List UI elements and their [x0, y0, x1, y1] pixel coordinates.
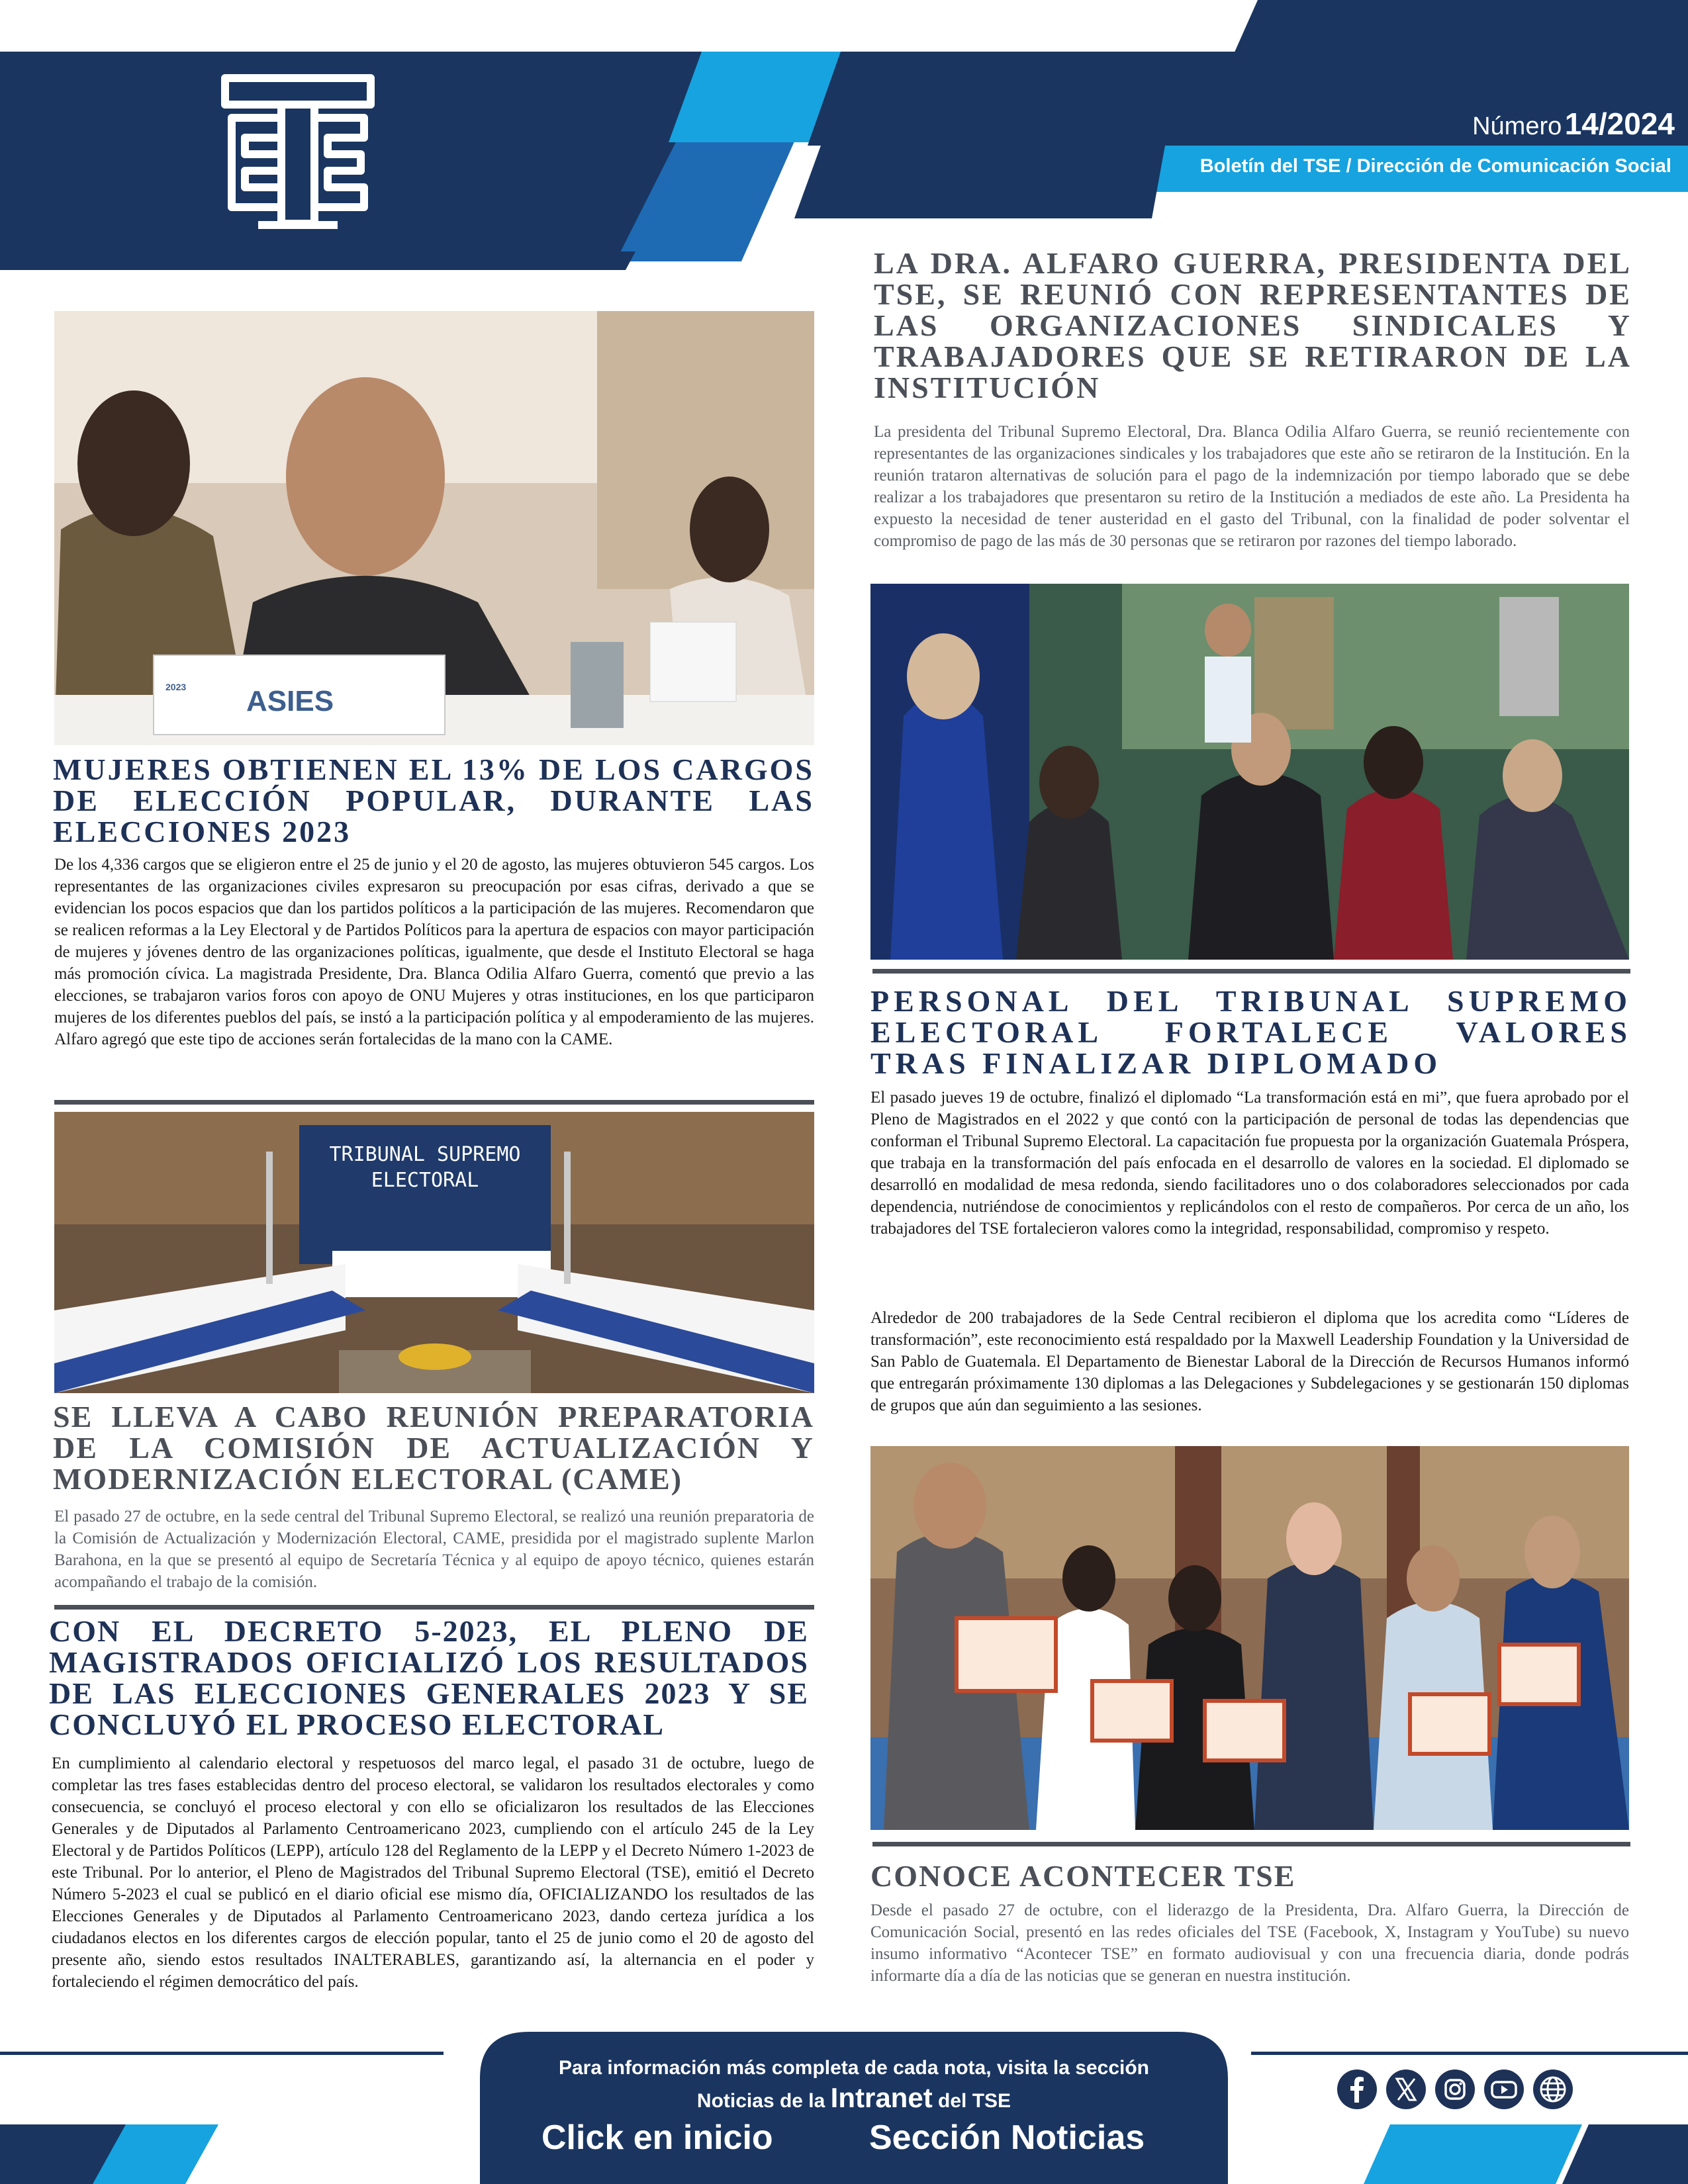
article-2-body: El pasado 27 de octubre, en la sede central del Tribunal Supremo Electoral, se realizó una reunión preparatoria de la Comisión de Actualización y Modernización Electoral, CAME, presidida por el magistrado suplente Marlon Barahona, en la que se presentó al equipo de Secretaría Técnica y al equipo de apoyo técnico, quienes estarán acompañando el trabajo de la comisión. — [54, 1508, 814, 1591]
article-4-title: LA DRA. ALFARO GUERRA, PRESIDENTA DEL TSE, SE REUNIÓ CON REPRESENTANTES DE LAS ORGANIZACIONES SINDICALES Y TRABAJADORES QUE SE RETIRARON DE LA INSTITUCIÓN — [874, 246, 1632, 404]
issue-number-value: 14/2024 — [1564, 107, 1675, 141]
photo-diploma-graduates — [870, 1446, 1629, 1830]
article-3-body: En cumplimiento al calendario electoral y respetuosos del marco legal, el pasado 31 de octubre, luego de completar las tres fases establecidas dentro del proceso electoral, se validaron los resultados electorales y como consecuencia, se concluyó el proceso electoral y con ello se oficializaron los resultados de las Elecciones Generales y de Diputados al Parlamento Centroamericano 2023, cumpliendo con el artículo 245 de la Ley Electoral y de Partidos Políticos (LEPP), artículo 128 del Reglamento de la LEPP y el Decreto Número 1-2023 de este Tribunal. Por lo anterior, el Pleno de Magistrados del Tribunal Supremo Electoral (TSE), emitió el Decreto Número 5-2023 el cual se publicó en el diario oficial ese mismo día, OFICIALIZANDO los resultados de las Elecciones Generales y de Diputados al Parlamento Centroamericano 2023, dando certeza jurídica a los ciudadanos electos en los diferentes cargos de elección popular, tanto el 25 de junio como el 20 de agosto del presente año, siendo estos resultados INALTERABLES, garantizando así, la alternancia en el poder y fortaleciendo el régimen democrático del país. — [52, 1754, 814, 1991]
web-icon[interactable] — [1532, 2068, 1574, 2111]
article-4-body: La presidenta del Tribunal Supremo Electoral, Dra. Blanca Odilia Alfaro Guerra, se reunió recientemente con representantes de las organizaciones sindicales y los trabajadores que este año se retiraron de la Institución. En la reunión trataron alternativas de solución para el pago de la indemnización por tiempo laborado que se debe realizar a los trabajadores que presentaron su retiro de la Institución a mediados de este año. La Presidenta ha expuesto la necesidad de tener austeridad en el gasto del Tribunal, con la finalidad de poder solventar el compromiso de pago de las más de 30 personas que se retiraron por razones del tiempo laborado. — [874, 423, 1630, 550]
x-icon[interactable] — [1385, 2068, 1427, 2111]
facebook-icon[interactable] — [1336, 2068, 1378, 2111]
tse-logo — [218, 71, 377, 232]
tribunal-wall-sign: TRIBUNAL SUPREMO ELECTORAL — [329, 1143, 521, 1192]
article-6-title: CONOCE ACONTECER TSE — [870, 1859, 1296, 1893]
footer-info-pre: Noticias de la — [696, 2089, 825, 2112]
youtube-icon[interactable] — [1483, 2068, 1525, 2111]
asies-sign: ASIES — [246, 685, 334, 717]
article-1-body: De los 4,336 cargos que se eligieron entre el 25 de junio y el 20 de agosto, las mujeres obtuvieron 545 cargos. Los representantes de las organizaciones civiles expresaron su preocupación por esas cifras, derivado a que se evidencian los pocos espacios que dan los partidos políticos a la participación de las mujeres. Recomendaron que se realicen reformas a la Ley Electoral y de Partidos Políticos para la apertura de espacios con mayor participación de mujeres y jóvenes dentro de las organizaciones políticas, igualmente, que desde el Instituto Electoral se haga más promoción cívica. La magistrada Presidente, Dra. Blanca Odilia Alfaro Guerra, comentó que previo a las elecciones, se trabajaron varios foros con apoyo de ONU Mujeres y otras instituciones, en los que participaron mujeres de los diferentes pueblos del país, se instó a la participación política y al empoderamiento de las mujeres. Alfaro agregó que este tipo de acciones serán fortalecidas de la mano con la CAME. — [54, 856, 814, 1048]
article-1-title: MUJERES OBTIENEN EL 13% DE LOS CARGOS DE ELECCIÓN POPULAR, DURANTE LAS ELECCIONES 2023 — [53, 752, 814, 848]
divider — [54, 1100, 814, 1105]
article-2-title: SE LLEVA A CABO REUNIÓN PREPARATORIA DE LA COMISIÓN DE ACTUALIZACIÓN Y MODERNIZACIÓN ELECTORAL (CAME) — [53, 1400, 814, 1496]
bulletin-subtitle: Boletín del TSE / Dirección de Comunicación Social — [1199, 156, 1671, 177]
footer-info — [503, 2056, 1205, 2115]
photo-alfaro-sindicatos — [870, 584, 1629, 960]
divider — [54, 1605, 814, 1610]
social-icons — [1336, 2068, 1574, 2112]
article-5-body: El pasado jueves 19 de octubre, finalizó el diplomado “La transformación está en mi”, que fuera aprobado por el Pleno de Magistrados en el 2022 y que contó con la participación de personal de todas las dependencias que conforman el Tribunal Supremo Electoral. La capacitación fue propuesta por la organización Guatemala Próspera, que trabaja en la transformación del país enfocada en el desarrollo de valores en la sociedad. El diplomado se desarrolló en modalidad de mesa redonda, siendo facilitadores uno o dos colaboradores seleccionados por cada dependencia, nutriéndose de conocimientos y replicándolos con el resto de compañeros. Por cerca de un año, los trabajadores del TSE fortalecieron valores como la integridad, responsabilidad, compromiso y respeto. — [870, 1089, 1629, 1238]
footer-info-line-2 — [503, 2081, 1205, 2116]
article-6-body: Desde el pasado 27 de octubre, con el liderazgo de la Presidenta, Dra. Alfaro Guerra, la Dirección de Comunicación Social, presentó en las redes oficiales del TSE (Facebook, X, Instagram y YouTube) su nuevo insumo informativo “Acontecer TSE” en formato audiovisual y con una frecuencia diaria, donde podrás informarte día a día de las noticias que se generan en nuestra institución. — [870, 1901, 1629, 1985]
footer-info-line-1: Para información más completa de cada nota, visita la sección — [558, 2057, 1149, 2079]
divider — [872, 1842, 1630, 1846]
footer-info-post: del TSE — [938, 2089, 1011, 2112]
issue-number — [1364, 106, 1675, 142]
issue-number-label: Número — [1472, 113, 1562, 140]
footer-intranet: Intranet — [830, 2081, 933, 2113]
asies-sign-year: 2023 — [165, 682, 187, 692]
photo-came-meeting — [54, 1112, 814, 1393]
photo-mujeres-forum — [54, 311, 814, 745]
divider — [872, 969, 1630, 974]
cta-seccion-noticias[interactable]: Sección Noticias — [869, 2118, 1145, 2157]
cta-click-inicio[interactable]: Click en inicio — [541, 2118, 773, 2157]
article-5-body-2: Alrededor de 200 trabajadores de la Sede Central recibieron el diploma que los acredita como “Líderes de transformación”, este reconocimiento está respaldado por la Maxwell Leadership Foundation y la Universidad de San Pablo de Guatemala. El Departamento de Bienestar Laboral de la Dirección de Recursos Humanos informó que entregarán próximamente 130 diplomas a las Delegaciones y Subdelegaciones y se gestionarán 150 diplomas de grupos que aún dan seguimiento a las sesiones. — [870, 1309, 1629, 1414]
instagram-icon[interactable] — [1434, 2068, 1476, 2111]
article-5-title: PERSONAL DEL TRIBUNAL SUPREMO ELECTORAL FORTALECE VALORES TRAS FINALIZAR DIPLOMADO — [870, 984, 1632, 1080]
article-3-title: CON EL DECRETO 5-2023, EL PLENO DE MAGISTRADOS OFICIALIZÓ LOS RESULTADOS DE LAS ELECCIONES GENERALES 2023 Y SE CONCLUYÓ EL PROCESO ELECTORAL — [49, 1614, 809, 1741]
